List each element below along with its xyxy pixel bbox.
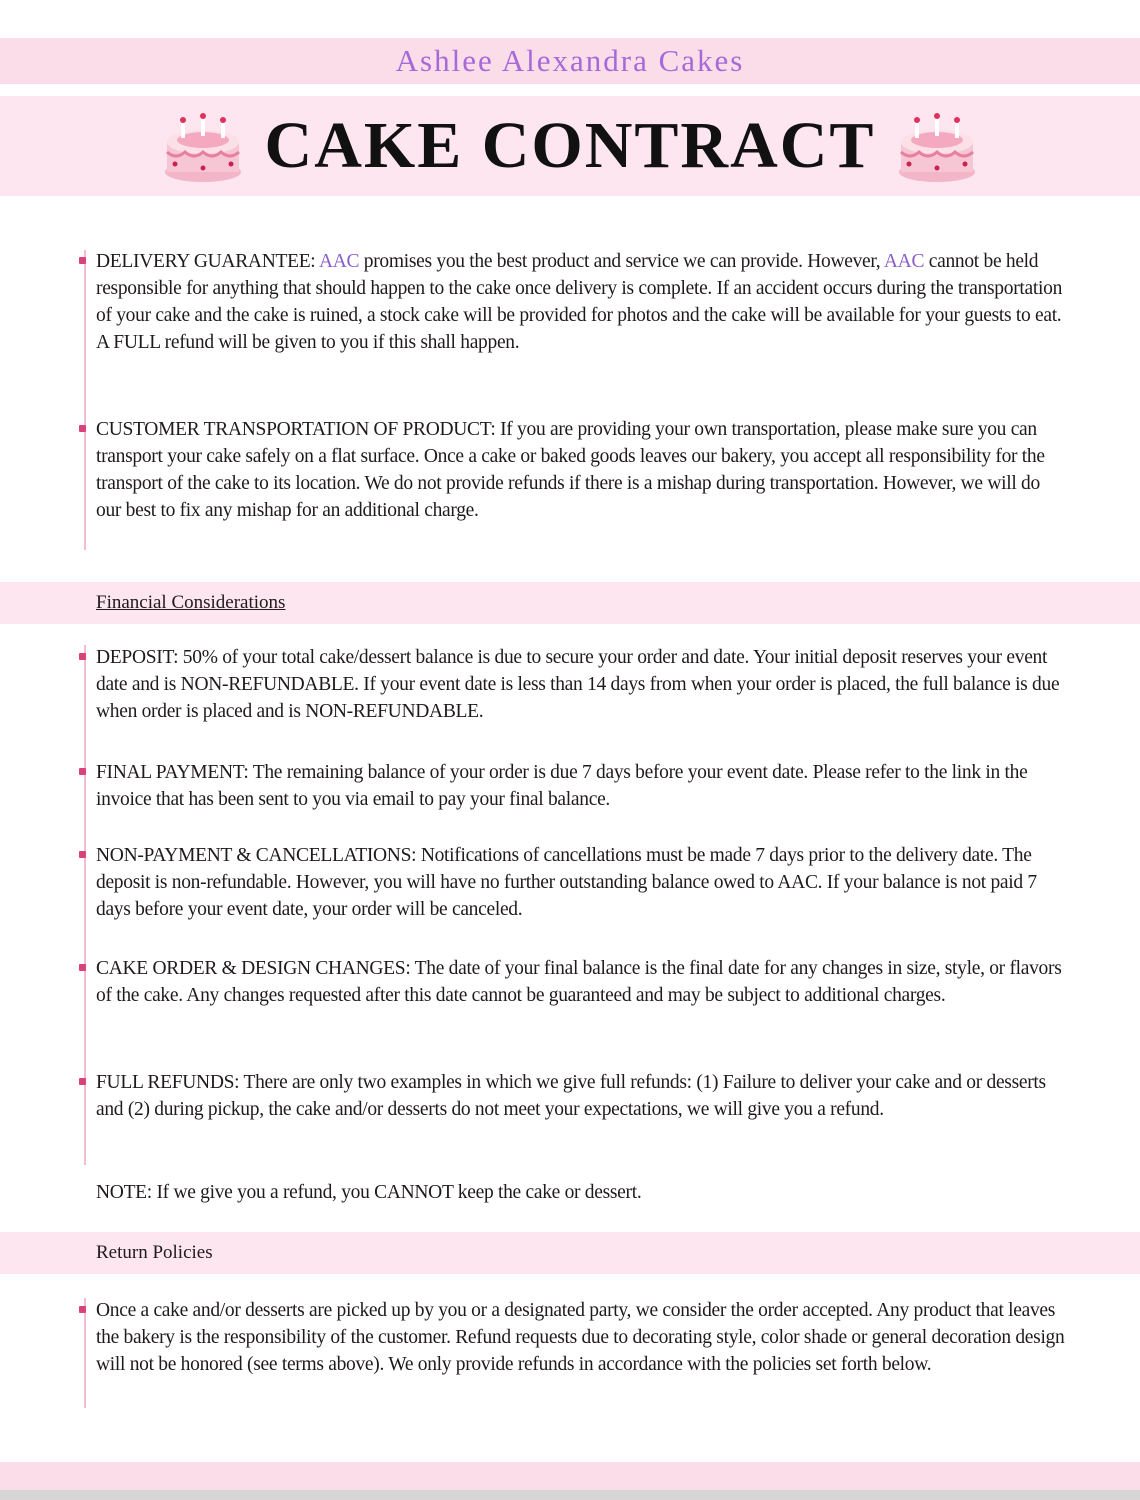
refund-note: NOTE: If we give you a refund, you CANNOT keep the cake or dessert.	[96, 1182, 642, 1203]
clause-full-refunds	[78, 1069, 1068, 1123]
bullet-icon	[79, 768, 86, 775]
returns-text: Once a cake and/or desserts are picked up by you or a designated party, we consider the order accepted. Any product that leaves the bakery is the responsibility of the customer. Refund requests due to decorating style, color shade or general decoration design will not be honored (see terms above). We only provide refunds in accordance with the policies set forth below.	[96, 1300, 1065, 1375]
list-item	[78, 248, 1068, 356]
bullet-icon	[79, 425, 86, 432]
page-edge	[0, 1490, 1140, 1500]
list-item	[78, 1297, 1068, 1378]
clause-cancellations	[78, 842, 1068, 923]
delivery-text: promises you the best product and service we can provide. However,	[359, 251, 884, 272]
final-payment-text: FINAL PAYMENT: The remaining balance of your order is due 7 days before your event date. Please refer to the link in the invoice that has been sent to you via email to pay your final balance.	[96, 762, 1028, 810]
cake-icon	[161, 106, 245, 186]
brand-name: Ashlee Alexandra Cakes	[395, 43, 745, 78]
financial-heading-band	[0, 582, 1140, 624]
full-refunds-text: FULL REFUNDS: There are only two examples in which we give full refunds: (1) Failure to deliver your cake and or desserts and (2) during pickup, the cake and/or desserts do not meet your expectations, we will give you a refund.	[96, 1072, 1046, 1120]
returns-heading: Return Policies	[96, 1242, 213, 1263]
bullet-icon	[79, 851, 86, 858]
list-item	[78, 1069, 1068, 1123]
clause-deposit	[78, 644, 1068, 725]
design-changes-text: CAKE ORDER & DESIGN CHANGES: The date of your final balance is the final date for any changes in size, style, or flavors of the cake. Any changes requested after this date cannot be guaranteed and may be subject to additional charges.	[96, 958, 1062, 1006]
brand-header	[0, 38, 1140, 84]
clause-transport	[78, 416, 1068, 524]
deposit-text: DEPOSIT: 50% of your total cake/dessert balance is due to secure your order and date. Your initial deposit reserves your event date and is NON-REFUNDABLE. If your event date is less than 14 days from when your order is placed, the full balance is due when order is placed and is NON-REFUNDABLE.	[96, 647, 1060, 722]
returns-heading-band	[0, 1232, 1140, 1274]
page-title: CAKE CONTRACT	[264, 109, 876, 182]
aac-abbr: AAC	[318, 251, 360, 272]
list-item	[78, 416, 1068, 524]
footer-band	[0, 1462, 1140, 1490]
cake-icon	[895, 106, 979, 186]
clause-delivery	[78, 248, 1068, 356]
bullet-icon	[79, 1078, 86, 1085]
list-item	[78, 759, 1068, 813]
bullet-icon	[79, 1306, 86, 1313]
bullet-icon	[79, 653, 86, 660]
aac-abbr: AAC	[883, 251, 925, 272]
delivery-text: cannot be held responsible for anything that should happen to the cake once delivery is complete. If an accident occurs during the transportation of your cake and the cake is ruined, a stock cake will be provided for photos and the cake will be available for your guests to eat. A FULL refund will be given to you if this shall happen.	[96, 251, 1063, 353]
list-item	[78, 842, 1068, 923]
title-banner	[0, 96, 1140, 196]
bullet-icon	[79, 964, 86, 971]
bullet-icon	[79, 257, 86, 264]
transport-text: CUSTOMER TRANSPORTATION OF PRODUCT: If you are providing your own transportation, please make sure you can transport your cake safely on a flat surface. Once a cake or baked goods leaves our bakery, you accept all responsibility for the transport of the cake to its location. We do not provide refunds if there is a mishap during transportation. However, we will do our best to fix any mishap for an additional charge.	[96, 419, 1045, 521]
clause-design-changes	[78, 955, 1068, 1009]
list-item	[78, 955, 1068, 1009]
financial-heading: Financial Considerations	[96, 592, 286, 613]
clause-returns	[78, 1297, 1068, 1378]
clause-final-payment	[78, 759, 1068, 813]
delivery-label: DELIVERY GUARANTEE:	[96, 251, 319, 272]
cancellations-text: NON-PAYMENT & CANCELLATIONS: Notifications of cancellations must be made 7 days prior to the delivery date. The deposit is non-refundable. However, you will have no further outstanding balance owed to AAC. If your balance is not paid 7 days before your event date, your order will be canceled.	[96, 845, 1037, 920]
list-item	[78, 644, 1068, 725]
